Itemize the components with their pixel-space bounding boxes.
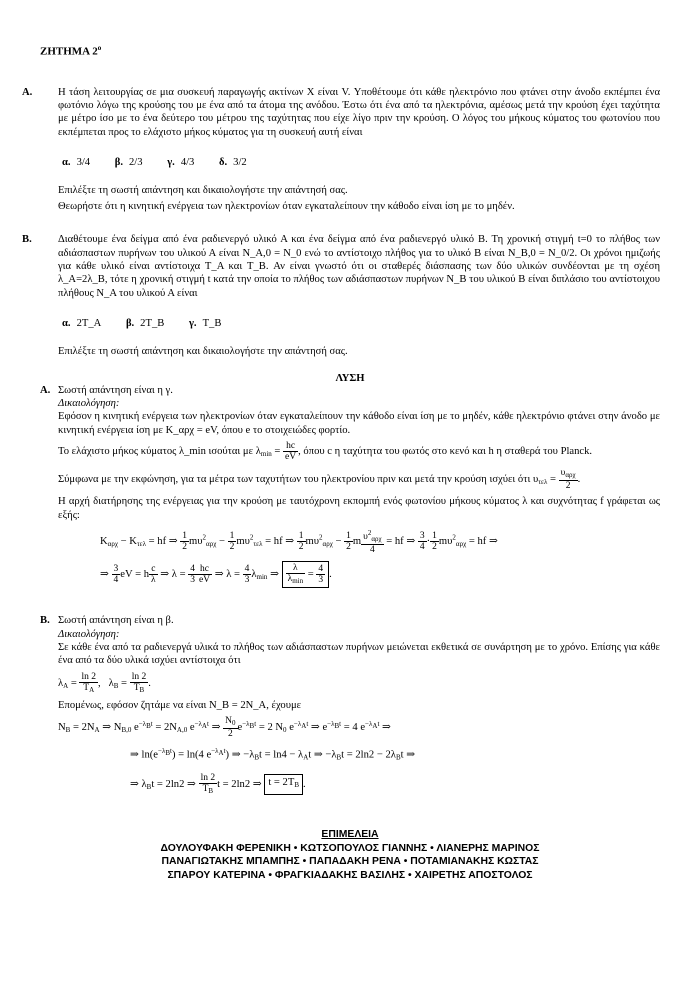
- solution-a-p3: Σύμφωνα με την εκφώνηση, για τα μέτρα των ταχυτήτων του ηλεκτρονίου πριν και μετά την κρούση ισχύει ότι $\upsilon_{\tau\varepsilon\lambda}$ = $\frac{\upsilon_{\alpha\rho\chi}}{2}$ .: [58, 468, 581, 492]
- question-b-text: Διαθέτουμε ένα δείγμα από ένα ραδιενεργό υλικό Α και ένα δείγμα από ένα ραδιενεργό υλικό Β. Τη χρονική στιγμή t=0 το πλήθος των αδιάσπαστων πυρήνων του υλικού Α είναι N_A,0 = N_0 ενώ το αντίστοιχο πλήθος για το υλικό Β είναι N_B,0 = N_0/2. Οι χρόνοι ημιζωής για κάθε υλικό είναι αντίστοιχα T_A και T_B. Αν είναι γνωστό ότι οι σταθερές διάσπασης των δύο υλικών συνδέονται με τη σχέση λ_A=2λ_B, τότε η χρονική στιγμή t κατά την οποία το πλήθος των αδιάσπαστων πυρήνων N_B του υλικού Β είναι διπλάσιο του αντίστοιχου πλήθους N_A του υλικού Α είναι: [58, 234, 660, 299]
- solution-a-p2: Το ελάχιστο μήκος κύματος λ_min ισούται με $\lambda_{min}$ = $\frac{hc}{eV}$ , όπου c η ταχύτητα του φωτός στο κενό και h η σταθερά του Planck.: [58, 441, 593, 463]
- question-b: [22, 233, 660, 300]
- question-b-instruction: Επιλέξτε τη σωστή απάντηση και δικαιολογήστε την απάντησή σας.: [58, 346, 348, 358]
- credits-line-2: ΠΑΝΑΓΙΩΤΑΚΗΣ ΜΠΑΜΠΗΣ • ΠΑΠΑΔΑΚΗ ΡΕΝΑ • ΠΟΤΑΜΙΑΝΑΚΗΣ ΚΩΣΤΑΣ: [161, 856, 539, 867]
- solution-b: [40, 614, 660, 796]
- question-b-label: Β.: [22, 234, 32, 246]
- solution-a-justification-label: Δικαιολόγηση:: [58, 397, 120, 409]
- credits-title: ΕΠΙΜΕΛΕΙΑ: [321, 829, 379, 840]
- solution-a-label: Α.: [40, 384, 51, 396]
- solution-b-label: Β.: [40, 615, 50, 627]
- solution-a-p1: Εφόσον η κινητική ενέργεια των ηλεκτρονίων όταν εγκαταλείπουν την κάθοδο είναι ίση με το μηδέν, κάθε ηλεκτρόνιο φτάνει στην άνοδο με κινητική ενέργεια ίση με K_αρχ = eV, όπου e το στοιχειώδες φορτίο.: [58, 411, 660, 436]
- option-b3: γ. T_B: [188, 318, 222, 330]
- page-title: ΖΗΤΗΜΑ $2^o$: [40, 44, 102, 58]
- option-a3: γ. 4/3: [167, 157, 195, 169]
- solution-b-p1: Σε κάθε ένα από τα ραδιενεργά υλικά το πλήθος των αδιάσπαστων πυρήνων μειώνεται εκθετικά σε συνάρτηση με το χρόνο. Επίσης για κάθε ένα από τα δύο υλικά ισχύει αντίστοιχα ότι: [58, 641, 660, 667]
- option-b2: β. 2T_B: [125, 318, 165, 330]
- question-a-options: [40, 157, 660, 168]
- question-a: [22, 86, 660, 140]
- equation-decay-constants: $\lambda_A$ = $\frac{\ln 2}{T_A}$ , $\lambda_B$ = $\frac{\ln 2}{T_B}$ .: [58, 671, 151, 694]
- solution-a-p4: Η αρχή διατήρησης της ενέργειας για την κρούση με ταυτόχρονη εκπομπή ενός φωτονίου μήκους κύματος λ και συχνότητας f γράφεται ως εξής:: [58, 496, 660, 521]
- question-b-options: [40, 318, 660, 329]
- question-a-text: Η τάση λειτουργίας σε μια συσκευή παραγωγής ακτίνων Χ είναι V. Υποθέτουμε ότι κάθε ηλεκτρόνιο που φτάνει στην άνοδο εκπέμπει ένα φωτόνιο λόγω της κρούσης του με ένα από τα άτομα της ανόδου. Έστω ότι ένα από τα ηλεκτρόνια, αμέσως μετά την κρούση έχει ταχύτητα με μέτρο ίσο με το ένα δεύτερο του μέτρου της ταχύτητας που είχε λίγο πριν την κρούση. Ο λόγος του μήκους κύματος του φωτονίου που εκπέμπεται προς το ελάχιστο μήκος κύματος για τη συσκευή αυτή είναι: [58, 86, 660, 138]
- credits-line-3: ΣΠΑΡΟΥ ΚΑΤΕΡΙΝΑ • ΦΡΑΓΚΙΑΔΑΚΗΣ ΒΑΣΙΛΗΣ • ΧΑΙΡΕΤΗΣ ΑΠΟΣΤΟΛΟΣ: [167, 869, 533, 881]
- option-a2: β. 2/3: [114, 157, 143, 169]
- solution-a: [40, 384, 660, 589]
- solution-title: ΛΥΣΗ: [335, 372, 365, 384]
- credits-line-1: ΔΟΥΛΟΥΦΑΚΗ ΦΕΡΕΝΙΚΗ • ΚΩΤΣΟΠΟΥΛΟΣ ΓΙΑΝΝΗΣ • ΛΙΑΝΕΡΗΣ ΜΑΡΙΝΟΣ: [160, 842, 540, 854]
- option-b1: α. 2T_A: [62, 318, 102, 330]
- question-a-label: Α.: [22, 86, 33, 98]
- equation-energy-1: $K_{\alpha\rho\chi} - K_{\tau\varepsilon\lambda}$ = hf ⇒ $\frac{1}{2}$ $m\upsilon^2_{\alpha\rho\chi}$ − $\frac{1}{2}$ $m\upsilon^2_{\tau\varepsilon\lambda}$ = hf ⇒ $\frac{1}{2}$ $m\upsilon^2_{\alpha\rho\chi}$ − $\frac{1}{2}$ m $\frac{\upsilon^2_{\alpha\rho\chi}}{4}$ = hf ⇒ $\frac{3}{4}$ · $\frac{1}{2}$ $m\upsilon^2_{\alpha\rho\chi}$ = hf ⇒: [100, 528, 498, 556]
- equation-energy-2: ⇒ $\frac{3}{4}$ eV = h $\frac{c}{\lambda}$ ⇒ λ = $\frac{4}{3}$ $\frac{hc}{eV}$ ⇒ λ = $\frac{4}{3}$ $\lambda_{min}$ ⇒ $\frac{\lambda}{\lambda_{min}}$ = $\frac{4}{3}$ .: [100, 561, 660, 588]
- equation-decay-3: ⇒ $\lambda_Bt = 2\ln 2$ ⇒ $\frac{\ln 2}{T_B}$ t = 2ln2 ⇒ $t = 2T_B$ .: [130, 773, 306, 796]
- solution-b-p2: Επομένως, εφόσον ζητάμε να είναι N_B = 2N_A, έχουμε: [58, 699, 302, 711]
- solution-a-answer: Σωστή απάντηση είναι η γ.: [58, 384, 173, 396]
- question-a-instruction: Επιλέξτε τη σωστή απάντηση και δικαιολογήστε την απάντησή σας.: [58, 185, 348, 197]
- equation-decay-1: $N_B = 2N_A$ ⇒ $N_{B,0}$ $e^{-\lambda_Bt} = 2N_{A,0}$ $e^{-\lambda_At}$ ⇒ $\frac{N_0}{2}$ $e^{-\lambda_Bt} = 2$ $N_0$ $e^{-\lambda_At}$ ⇒ $e^{-\lambda_Bt} = 4$ $e^{-\lambda_At}$ ⇒: [58, 716, 391, 740]
- solution-b-answer: Σωστή απάντηση είναι η β.: [58, 615, 174, 627]
- equation-decay-2: ⇒ $\ln(e^{-\lambda_Bt}) = \ln(4$ $e^{-\lambda_At}$) ⇒ $-\lambda_Bt = \ln 4 - \lambda_At$ ⇒ $-\lambda_Bt = 2\ln 2 - 2\lambda_Bt$ ⇒: [130, 747, 416, 762]
- solution-b-justification-label: Δικαιολόγηση:: [58, 628, 120, 640]
- option-a1: α. 3/4: [62, 157, 91, 169]
- result-box-a: $\frac{\lambda}{\lambda_{min}}$ = $\frac{4}{3}$: [282, 561, 330, 588]
- credits: [0, 828, 700, 882]
- result-box-b: $t = 2T_B$: [264, 774, 303, 794]
- option-a4: δ. 3/2: [219, 157, 247, 169]
- question-a-note: Θεωρήστε ότι η κινητική ενέργεια των ηλεκτρονίων όταν εγκαταλείπουν την κάθοδο είναι ίση με το μηδέν.: [58, 200, 515, 212]
